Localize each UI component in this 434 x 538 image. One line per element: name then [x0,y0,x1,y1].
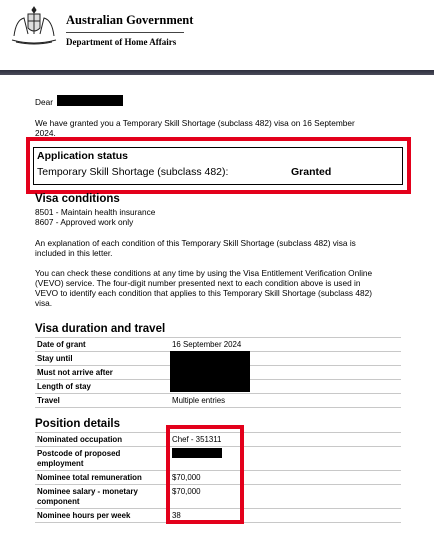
department-name: Department of Home Affairs [66,37,177,47]
visa-label: Temporary Skill Shortage (subclass 482): [37,166,229,178]
status-badge: Granted [291,166,332,178]
conditions-paragraph-1b: included in this letter. [35,248,113,258]
conditions-paragraph-2: You can check these conditions at any time by using the Visa Entitlement Verification Online [35,268,373,278]
row-value: 16 September 2024 [172,340,242,349]
intro-line-2: 2024. [35,128,56,138]
position-title: Position details [35,418,120,430]
conditions-paragraph-1: An explanation of each condition of this Temporary Skill Shortage (subclass 482) visa is [35,238,356,248]
row-label: Nominee total remuneration [37,473,142,482]
header-band [0,70,434,75]
row-label: Stay until [37,354,73,363]
salutation: Dear [35,97,53,107]
row-value: $70,000 [172,473,201,482]
condition-item: 8501 - Maintain health insurance [35,207,156,217]
header-rule [66,32,184,33]
conditions-paragraph-2c: VEVO to identify each condition that applies to this Temporary Skill Shortage (subclass 482) [35,288,372,298]
row-label: Nominee salary - monetary [37,487,138,496]
redaction-dates [170,351,250,392]
conditions-paragraph-2d: visa. [35,298,53,308]
row-divider [35,393,401,394]
row-label: Travel [37,396,60,405]
application-status-title: Application status [37,150,129,162]
row-label: Nominee hours per week [37,511,131,520]
row-label: Postcode of proposed [37,449,121,458]
row-divider [35,337,401,338]
conditions-paragraph-2b: (VEVO) service. The four-digit number presented next to each condition above is used in [35,278,361,288]
row-value: Multiple entries [172,396,226,405]
duration-title: Visa duration and travel [35,323,166,335]
intro-line-1: We have granted you a Temporary Skill Shortage (subclass 482) visa on 16 September [35,118,355,128]
highlight-box-position [166,425,244,524]
coat-of-arms-icon [8,6,60,46]
row-divider [35,407,401,408]
visa-conditions-title: Visa conditions [35,193,120,205]
row-label: component [37,497,80,506]
row-value: 38 [172,511,181,520]
row-label: employment [37,459,84,468]
row-value: $70,000 [172,487,201,496]
government-title: Australian Government [66,13,194,27]
redaction-name [57,95,123,106]
condition-item: 8607 - Approved work only [35,217,134,227]
row-label: Nominated occupation [37,435,123,444]
row-value: Chef - 351311 [172,435,222,444]
row-label: Length of stay [37,382,91,391]
row-label: Date of grant [37,340,86,349]
row-label: Must not arrive after [37,368,113,377]
